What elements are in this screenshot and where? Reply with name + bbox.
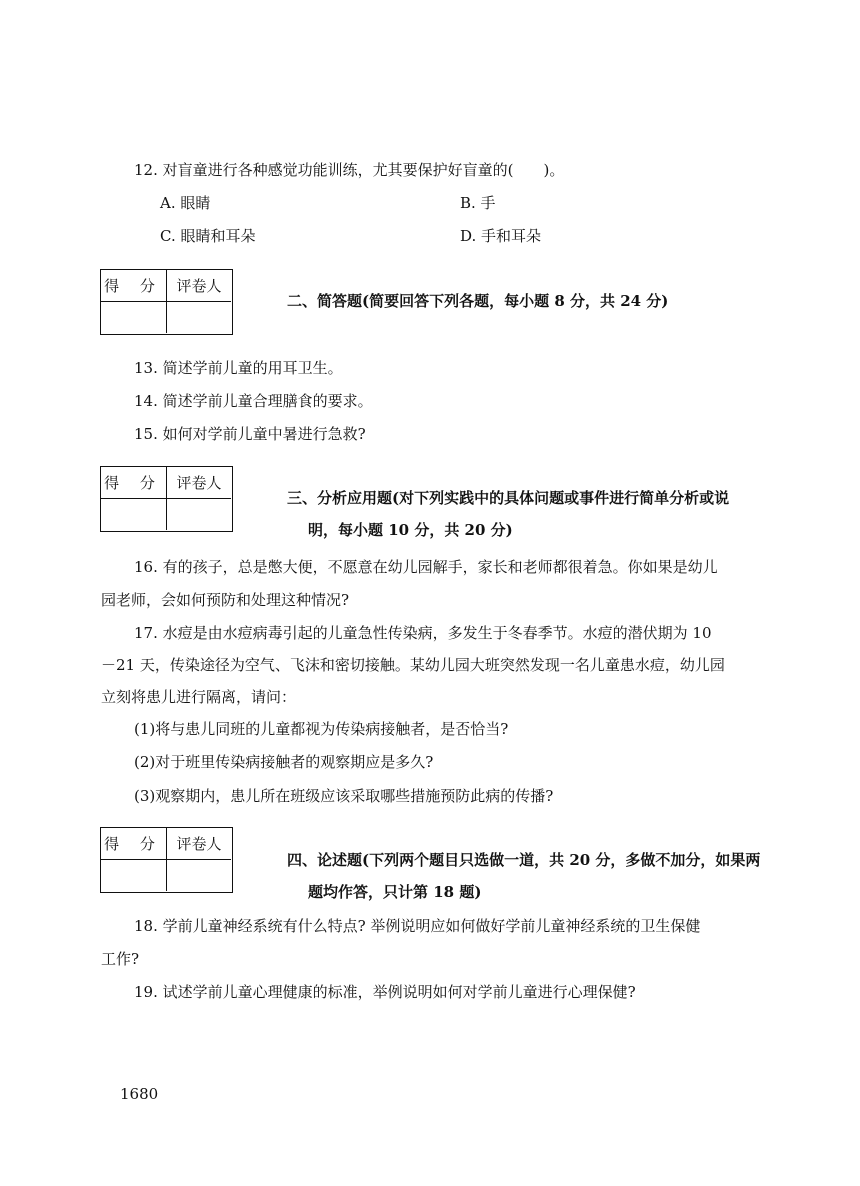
section4-heading-line1: 四、论述题(下列两个题目只选做一道，共 20 分，多做不加分，如果两 <box>287 851 761 869</box>
score-box-section2 <box>100 269 233 335</box>
q17-line1: 17. 水痘是由水痘病毒引起的儿童急性传染病，多发生于冬春季节。水痘的潜伏期为 10 <box>134 624 712 642</box>
q15: 15. 如何对学前儿童中暑进行急救? <box>134 425 366 443</box>
score-box-section3 <box>100 466 233 532</box>
q16-line1: 16. 有的孩子，总是憋大便，不愿意在幼儿园解手，家长和老师都很着急。你如果是幼儿 <box>134 558 718 576</box>
score-entry <box>101 302 167 333</box>
section2-heading: 二、简答题(简要回答下列各题，每小题 8 分，共 24 分) <box>287 292 669 310</box>
score-label: 得 分 <box>101 467 167 499</box>
section3-heading-line1: 三、分析应用题(对下列实践中的具体问题或事件进行简单分析或说 <box>287 489 730 507</box>
q17-sub1: (1)将与患儿同班的儿童都视为传染病接触者，是否恰当? <box>134 720 509 738</box>
score-label: 得 分 <box>101 828 167 860</box>
q17-line3: 立刻将患儿进行隔离，请问： <box>101 688 297 706</box>
section4-heading-line2: 题均作答，只计第 18 题) <box>308 883 482 901</box>
score-box-section4 <box>100 827 233 893</box>
q19: 19. 试述学前儿童心理健康的标准，举例说明如何对学前儿童进行心理保健? <box>134 983 636 1001</box>
q13: 13. 简述学前儿童的用耳卫生。 <box>134 359 343 377</box>
score-entry <box>101 499 167 530</box>
q16-line2: 园老师，会如何预防和处理这种情况? <box>101 591 350 609</box>
grader-label: 评卷人 <box>167 828 231 860</box>
page-number: 1680 <box>120 1085 159 1103</box>
q12-option-a: A. 眼睛 <box>160 194 211 212</box>
grader-entry <box>167 499 231 530</box>
grader-label: 评卷人 <box>167 467 231 499</box>
q14: 14. 简述学前儿童合理膳食的要求。 <box>134 392 373 410</box>
q17-line2: －21 天，传染途径为空气、飞沫和密切接触。某幼儿园大班突然发现一名儿童患水痘，幼儿园 <box>101 656 725 674</box>
q18-line1: 18. 学前儿童神经系统有什么特点? 举例说明应如何做好学前儿童神经系统的卫生保健 <box>134 917 701 935</box>
q12-option-c: C. 眼睛和耳朵 <box>160 227 256 245</box>
q17-sub3: (3)观察期内，患儿所在班级应该采取哪些措施预防此病的传播? <box>134 787 554 805</box>
q17-sub2: (2)对于班里传染病接触者的观察期应是多久? <box>134 753 434 771</box>
score-label: 得 分 <box>101 270 167 302</box>
q12-option-b: B. 手 <box>460 194 496 212</box>
score-entry <box>101 860 167 891</box>
grader-entry <box>167 302 231 333</box>
grader-entry <box>167 860 231 891</box>
q12-option-d: D. 手和耳朵 <box>460 227 542 245</box>
q18-line2: 工作? <box>101 950 140 968</box>
q12-stem: 12. 对盲童进行各种感觉功能训练，尤其要保护好盲童的( )。 <box>134 161 565 179</box>
section3-heading-line2: 明，每小题 10 分，共 20 分) <box>308 521 513 539</box>
grader-label: 评卷人 <box>167 270 231 302</box>
